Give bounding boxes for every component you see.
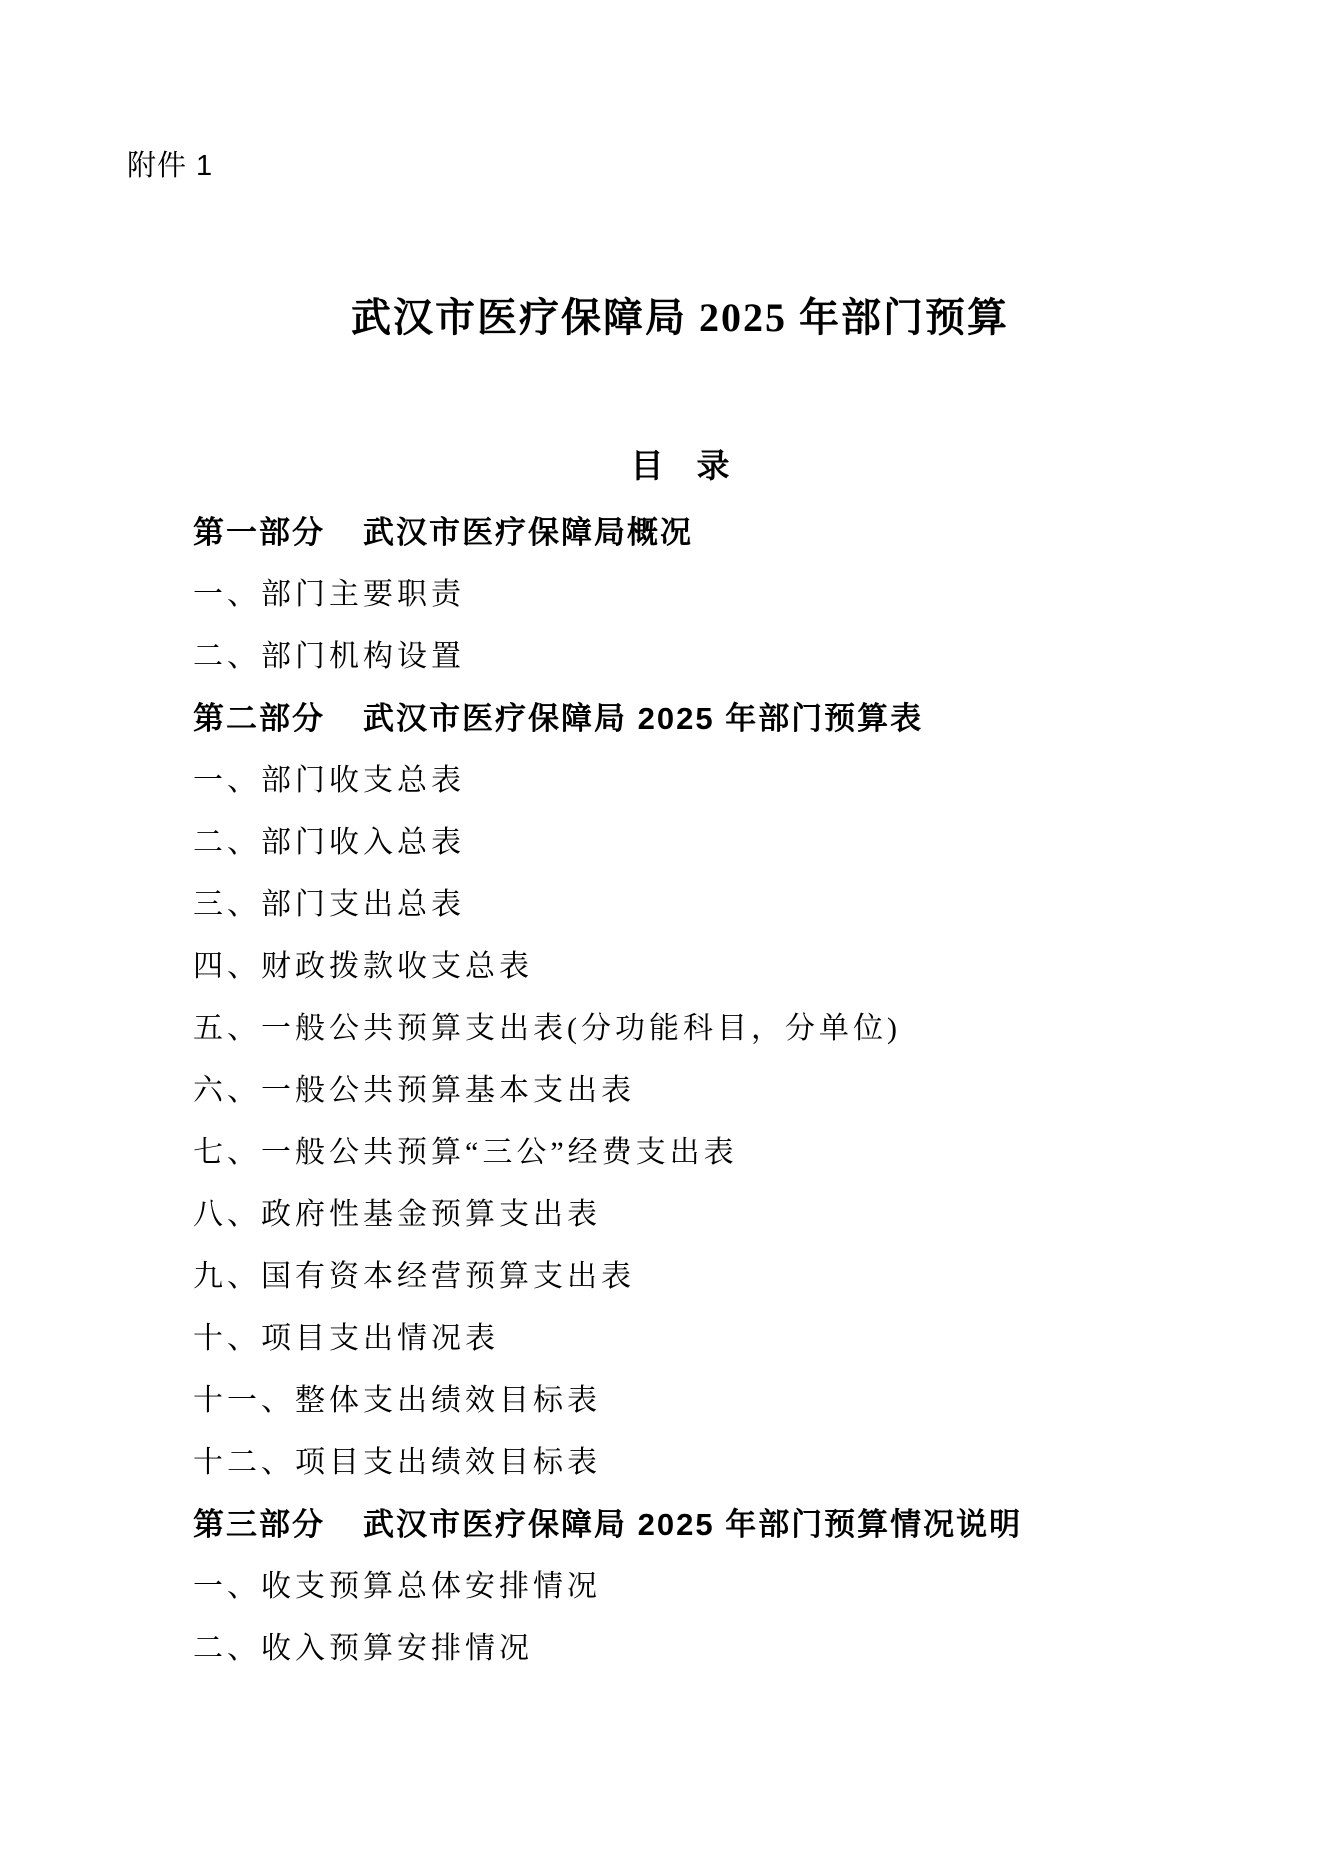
toc-item: 十、项目支出情况表 (193, 1322, 499, 1355)
toc-section-1-title: 武汉市医疗保障局概况 (363, 515, 693, 550)
toc-section-heading-3 (193, 1494, 1233, 1556)
toc-item: 九、国有资本经营预算支出表 (193, 1260, 635, 1293)
toc-section-3-title: 武汉市医疗保障局 2025 年部门预算情况说明 (363, 1507, 1023, 1542)
toc-item: 三、部门支出总表 (193, 888, 465, 921)
document-title: 武汉市医疗保障局 2025 年部门预算 (351, 295, 1009, 340)
toc-item: 二、部门机构设置 (193, 640, 465, 673)
toc-section-3-label: 第三部分 (193, 1507, 325, 1542)
toc-item: 六、一般公共预算基本支出表 (193, 1074, 635, 1107)
toc-item: 一、部门收支总表 (193, 764, 465, 797)
toc-item: 四、财政拨款收支总表 (193, 950, 533, 983)
toc-section-1-label: 第一部分 (193, 515, 325, 550)
toc-item: 七、一般公共预算“三公”经费支出表 (193, 1136, 738, 1169)
attachment-label: 附件 1 (127, 150, 214, 182)
toc-section-heading-1 (193, 502, 1233, 564)
toc-section-heading-2 (193, 688, 1233, 750)
toc-item: 一、收支预算总体安排情况 (193, 1570, 601, 1603)
toc-item: 一、部门主要职责 (193, 578, 465, 611)
toc-heading: 目 录 (630, 447, 730, 484)
toc-section-2-label: 第二部分 (193, 701, 325, 736)
toc-item: 五、一般公共预算支出表(分功能科目，分单位) (193, 1012, 901, 1045)
toc-section-2-title: 武汉市医疗保障局 2025 年部门预算表 (363, 701, 924, 736)
toc-item: 二、部门收入总表 (193, 826, 465, 859)
toc-item: 二、收入预算安排情况 (193, 1632, 533, 1665)
toc-item: 十一、整体支出绩效目标表 (193, 1384, 601, 1417)
toc-item: 八、政府性基金预算支出表 (193, 1198, 601, 1231)
toc-item: 十二、项目支出绩效目标表 (193, 1446, 601, 1479)
table-of-contents (127, 502, 1233, 1680)
